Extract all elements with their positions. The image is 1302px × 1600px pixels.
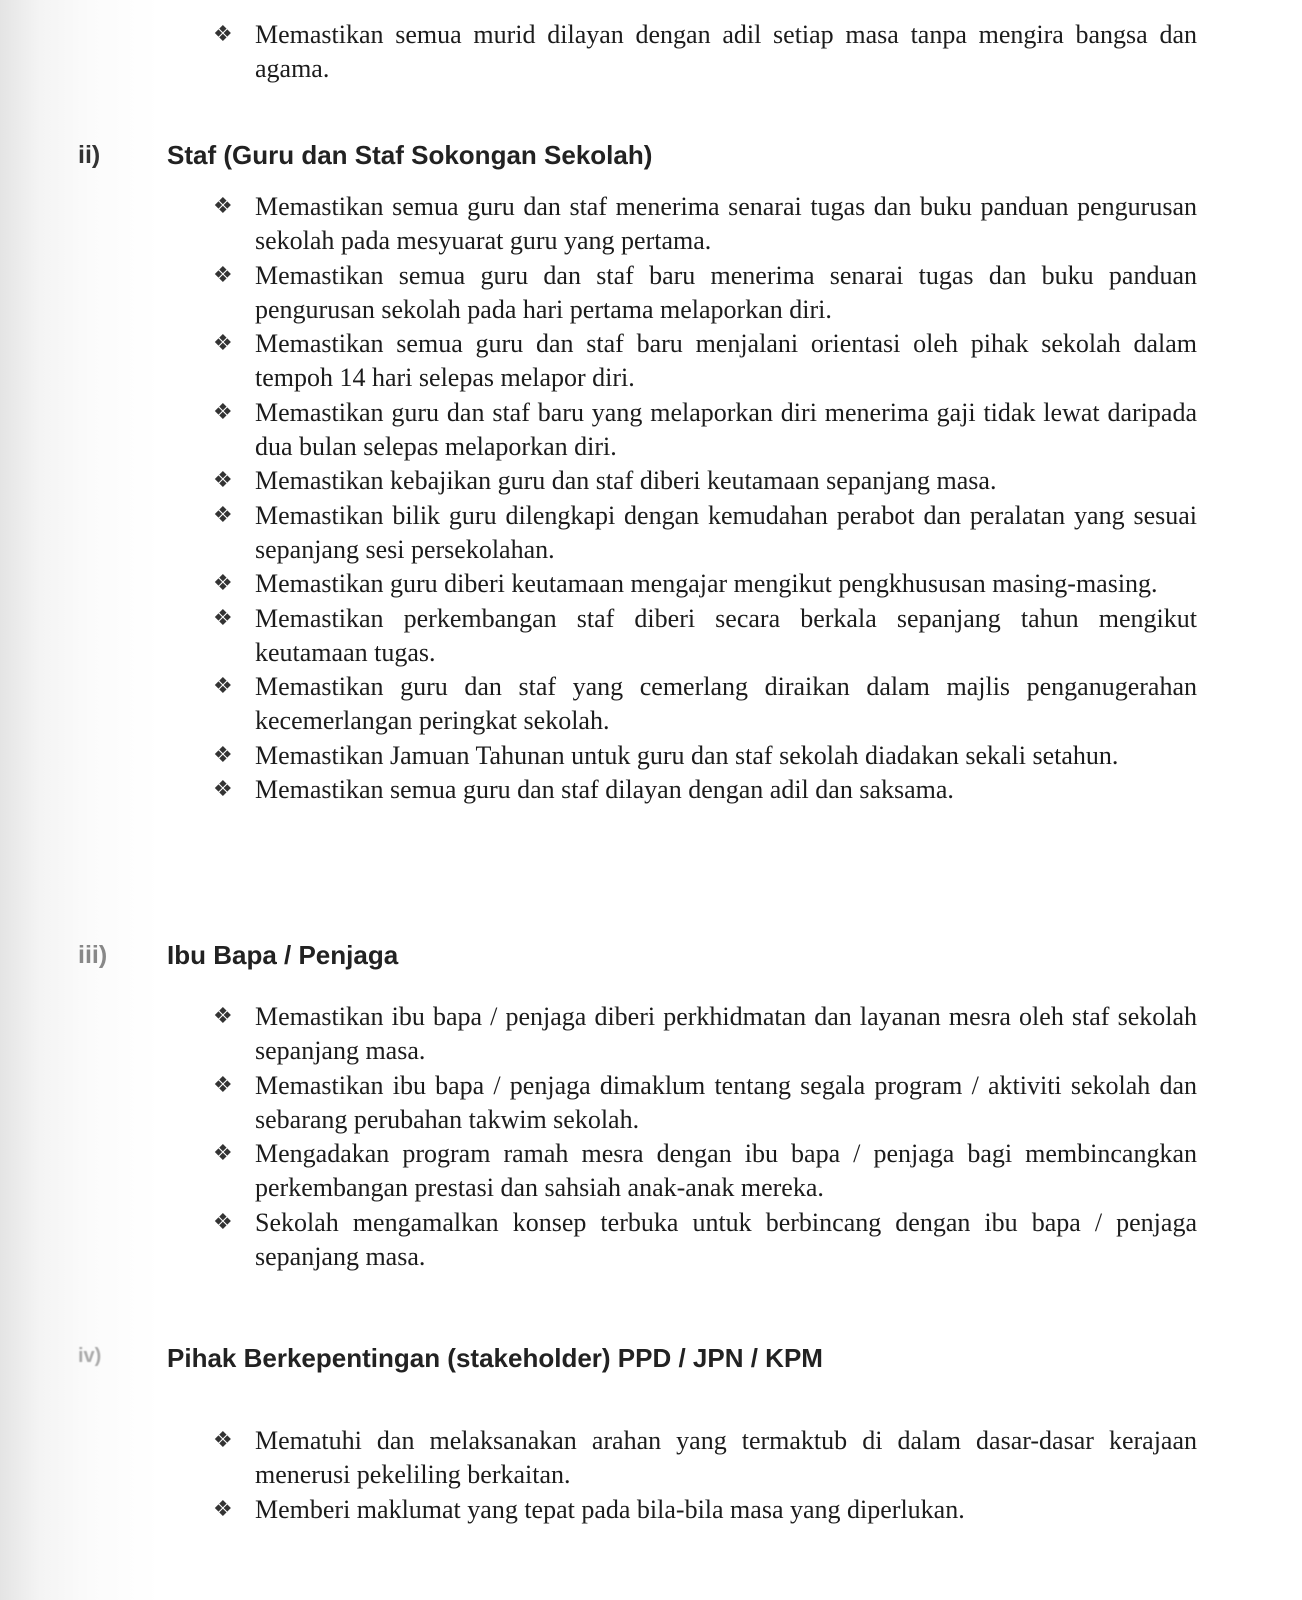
list-item-text: Memastikan semua guru dan staf baru menjalani orientasi oleh pihak sekolah dalam tempoh 14 hari selepas melapor diri. (255, 329, 1197, 393)
list-item (213, 327, 1197, 396)
list-item-text: Memastikan guru dan staf baru yang melaporkan diri menerima gaji tidak lewat daripada dua bulan selepas melaporkan diri. (255, 397, 1197, 462)
list-item (213, 602, 1197, 671)
list-item (213, 1069, 1197, 1138)
bullet-icon (213, 1137, 233, 1171)
bullet-icon (213, 1424, 233, 1458)
bullet-list (213, 1424, 1197, 1527)
list-item-text: Memastikan semua guru dan staf menerima senarai tugas dan buku panduan pengurusan sekolah pada mesyuarat guru yang pertama. (255, 192, 1197, 256)
list-item-text: Memastikan ibu bapa / penjaga diberi perkhidmatan dan layanan mesra oleh staf sekolah sepanjang masa. (255, 1002, 1197, 1066)
bullet-icon (213, 1493, 233, 1527)
bullet-icon (213, 1206, 233, 1240)
list-item-text: Mematuhi dan melaksanakan arahan yang termaktub di dalam dasar-dasar kerajaan menerusi pekeliling berkaitan. (255, 1426, 1197, 1490)
bullet-icon (213, 773, 233, 807)
bullet-icon (213, 670, 233, 704)
bullet-icon (213, 567, 233, 601)
list-item-text: Memastikan semua murid dilayan dengan adil setiap masa tanpa mengira bangsa dan agama. (255, 20, 1197, 84)
bullet-icon (213, 190, 233, 224)
list-item (213, 190, 1197, 259)
list-item-text: Memastikan kebajikan guru dan staf diberi keutamaan sepanjang masa. (255, 466, 997, 496)
bullet-icon (213, 396, 233, 430)
list-item (213, 1137, 1197, 1206)
bullet-icon (213, 464, 233, 498)
bullet-list (213, 1000, 1197, 1274)
list-item-text: Sekolah mengamalkan konsep terbuka untuk berbincang dengan ibu bapa / penjaga sepanjang masa. (255, 1207, 1197, 1272)
list-item-text: Memberi maklumat yang tepat pada bila-bila masa yang diperlukan. (255, 1494, 965, 1524)
list-item (213, 739, 1197, 773)
section-title: Pihak Berkepentingan (stakeholder) PPD / JPN / KPM (167, 1343, 823, 1373)
bullet-icon (213, 18, 233, 52)
list-item-text: Memastikan ibu bapa / penjaga dimaklum tentang segala program / aktiviti sekolah dan sebarang perubahan takwim sekolah. (255, 1070, 1197, 1134)
section-number: ii) (78, 141, 101, 169)
bullet-icon (213, 1069, 233, 1103)
list-item (213, 1493, 1197, 1527)
bullet-list (213, 18, 1197, 87)
list-item-text: Mengadakan program ramah mesra dengan ibu bapa / penjaga bagi membincangkan perkembangan prestasi dan sahsiah anak-anak mereka. (255, 1139, 1197, 1203)
list-item-text: Memastikan guru dan staf yang cemerlang diraikan dalam majlis penganugerahan kecemerlangan peringkat sekolah. (255, 672, 1197, 736)
list-item (213, 567, 1197, 601)
list-item-text: Memastikan guru diberi keutamaan mengajar mengikut pengkhususan masing-masing. (255, 569, 1158, 599)
section-title: Ibu Bapa / Penjaga (167, 940, 399, 970)
list-item (213, 1000, 1197, 1069)
list-item (213, 396, 1197, 465)
bullet-icon (213, 259, 233, 293)
list-item-text: Memastikan Jamuan Tahunan untuk guru dan staf sekolah diadakan sekali setahun. (255, 740, 1119, 770)
list-item-text: Memastikan perkembangan staf diberi secara berkala sepanjang tahun mengikut keutamaan tugas. (255, 603, 1197, 667)
list-item-text: Memastikan bilik guru dilengkapi dengan kemudahan perabot dan peralatan yang sesuai sepanjang sesi persekolahan. (255, 500, 1197, 564)
list-item (213, 259, 1197, 328)
list-item-text: Memastikan semua guru dan staf dilayan dengan adil dan saksama. (255, 775, 954, 805)
bullet-list (213, 190, 1197, 807)
bullet-icon (213, 499, 233, 533)
list-item-text: Memastikan semua guru dan staf baru menerima senarai tugas dan buku panduan pengurusan sekolah pada hari pertama melaporkan diri. (255, 260, 1197, 324)
list-item (213, 670, 1197, 739)
list-item (213, 1206, 1197, 1275)
list-item (213, 773, 1197, 807)
list-item (213, 499, 1197, 568)
bullet-icon (213, 739, 233, 773)
list-item (213, 464, 1197, 498)
bullet-icon (213, 1000, 233, 1034)
bullet-icon (213, 602, 233, 636)
section-number: iii) (78, 941, 108, 969)
section-number: iv) (78, 1345, 102, 1367)
bullet-icon (213, 327, 233, 361)
list-item (213, 18, 1197, 87)
section-title: Staf (Guru dan Staf Sokongan Sekolah) (167, 140, 653, 170)
list-item (213, 1424, 1197, 1493)
